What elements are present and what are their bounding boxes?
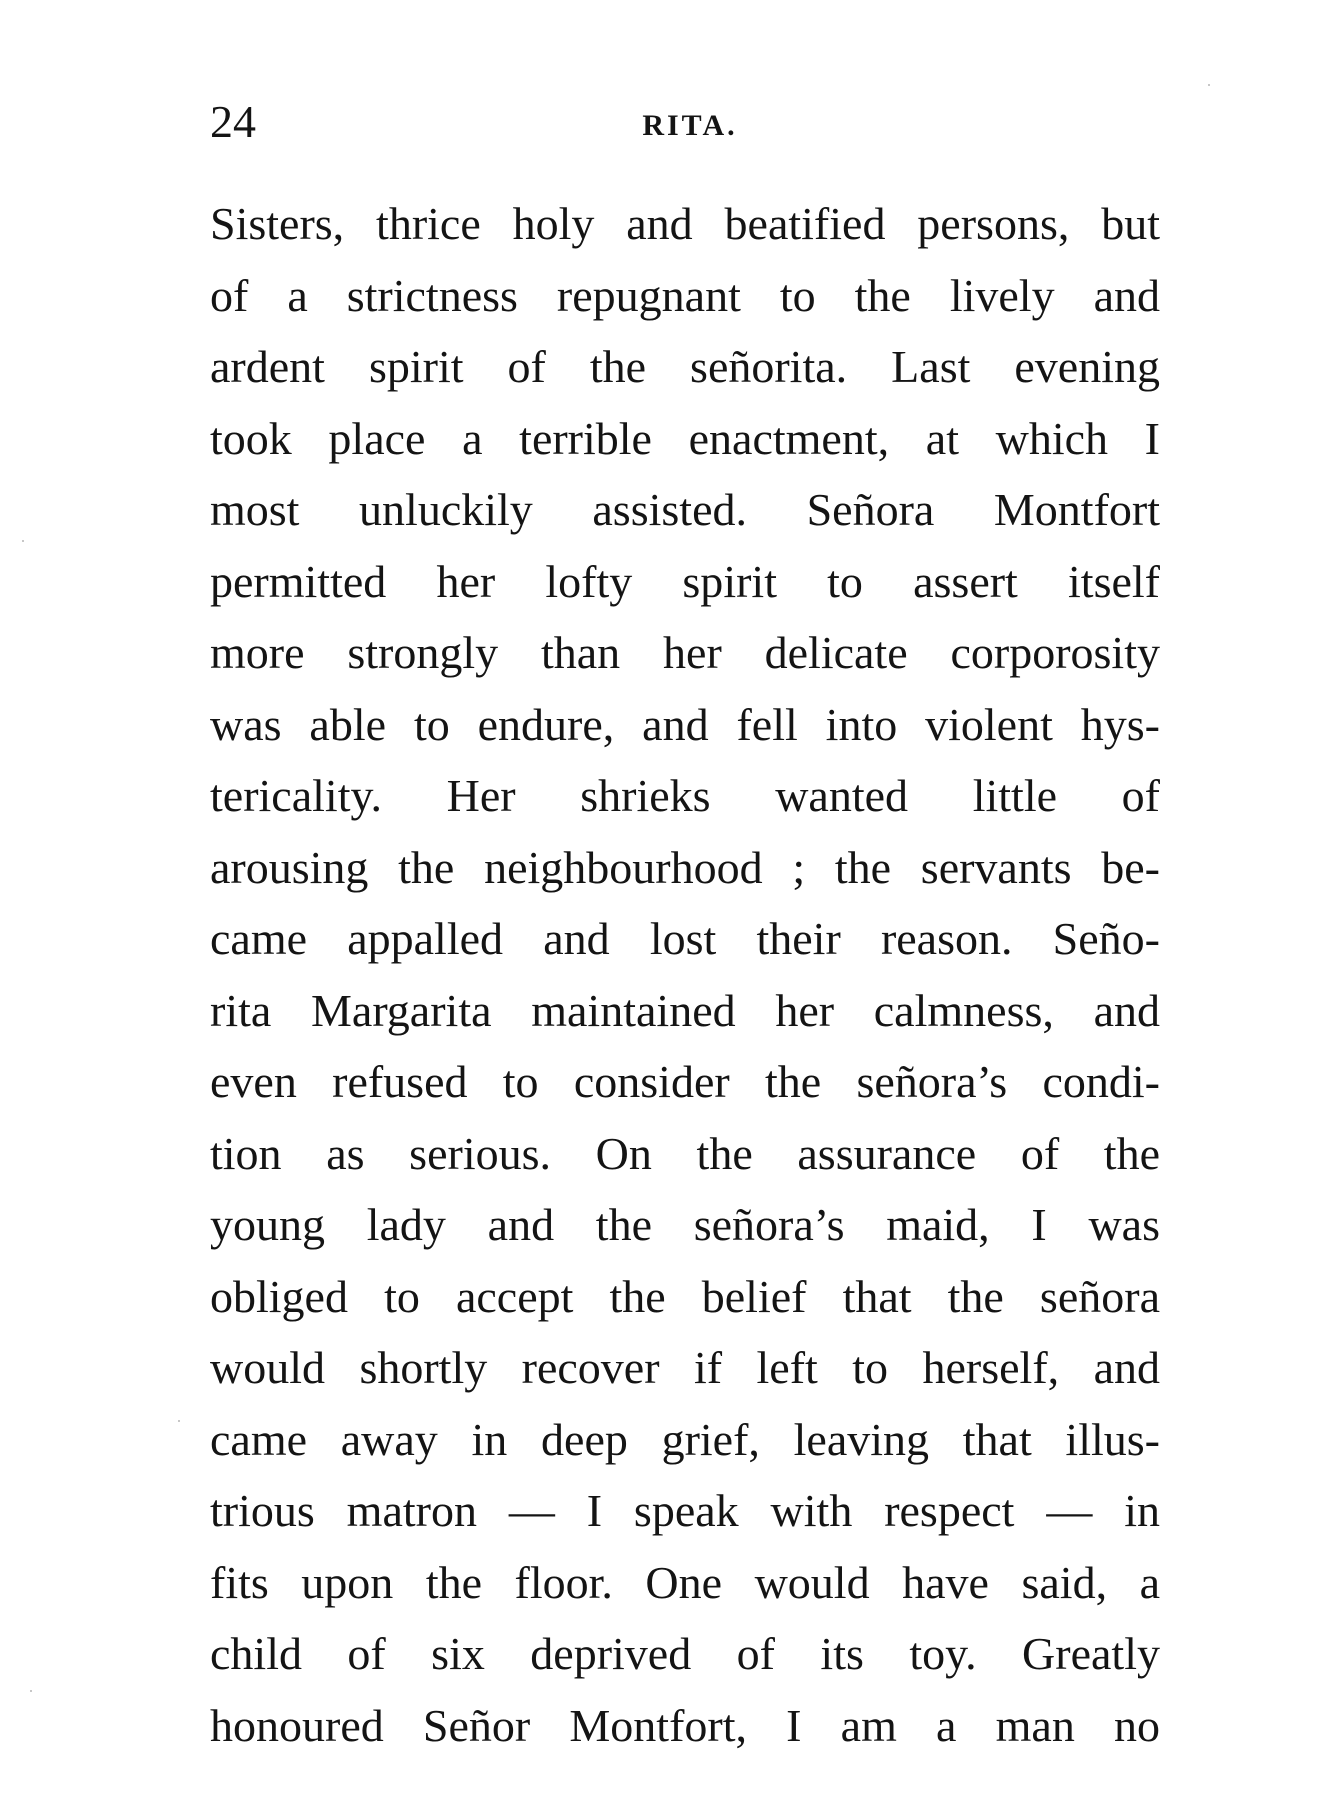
body-text [210,188,1160,1761]
text-line: tion as serious. On the assurance of the [210,1127,1160,1179]
text-line: more strongly than her delicate corporosity [210,627,1160,678]
text-line: most unluckily assisted. Señora Montfort [210,484,1160,535]
text-line: obliged to accept the belief that the señora [210,1270,1160,1322]
text-line: came away in deep grief, leaving that illus- [210,1413,1160,1465]
text-line: child of six deprived of its toy. Greatly [210,1628,1160,1679]
text-line: trious matron — I speak with respect — in [210,1485,1160,1536]
text-line: tericality. Her shrieks wanted little of [210,770,1160,821]
text-line: took place a terrible enactment, at which I [210,412,1160,464]
scan-speck [178,1420,180,1422]
text-line: would shortly recover if left to herself, and [210,1342,1160,1393]
text-line: rita Margarita maintained her calmness, and [210,984,1160,1036]
text-line: ardent spirit of the señorita. Last evening [210,341,1160,392]
text-line: arousing the neighbourhood ; the servants be- [210,841,1160,893]
page-header [210,92,1170,152]
text-line: was able to endure, and fell into violent hys- [210,698,1160,750]
text-line: came appalled and lost their reason. Seño- [210,913,1160,964]
text-line: young lady and the señora’s maid, I was [210,1199,1160,1250]
text-line: Sisters, thrice holy and beatified persons, but [210,198,1160,249]
running-title: RITA. [642,109,738,142]
page-number: 24 [210,96,256,147]
scan-speck [30,1690,32,1692]
text-line: permitted her lofty spirit to assert itself [210,555,1160,607]
text-line: of a strictness repugnant to the lively and [210,269,1160,321]
text-line: fits upon the floor. One would have said, a [210,1556,1160,1608]
text-line: even refused to consider the señora’s condi- [210,1056,1160,1107]
scan-speck [1208,84,1210,86]
scan-speck [22,540,24,542]
text-line: honoured Señor Montfort, I am a man no [210,1699,1160,1751]
